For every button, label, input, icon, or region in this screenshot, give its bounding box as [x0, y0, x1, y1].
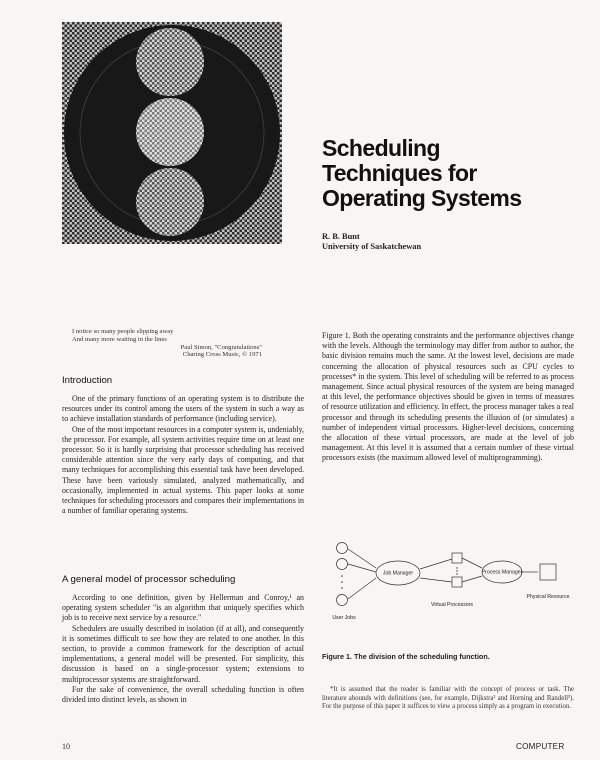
title-line-2: Techniques for [322, 160, 477, 186]
user-job-circle-2 [337, 559, 348, 570]
heading-introduction: Introduction [62, 375, 113, 386]
title-line-3: Operating Systems [322, 185, 522, 211]
art-circle-bottom [136, 168, 204, 236]
author-name: R. B. Bunt [322, 232, 360, 241]
magazine-name: COMPUTER [516, 742, 565, 751]
author-block [322, 232, 421, 252]
epigraph-line-2: And many more waiting in the lines [72, 335, 167, 343]
label-physical-resource: Physical Resource [526, 594, 570, 600]
intro-paragraph-2: One of the most important resources in a computer system is, undeniably, the processor. For example, all system activities require time on at least one processor. So it is hardly surprising that processor scheduling has received considerable attention since the very early days of computing, and that many techniques for accomplishing this essential task have been developed. These have been variously simulated, analyzed mathematically, and occasionally, implemented in actual systems. This paper looks at some techniques for scheduling processors and compares their implementations in a number of familiar operating systems. [62, 424, 304, 516]
label-user-jobs: User Jobs [332, 615, 356, 621]
intro-paragraph-1: One of the primary functions of an operating system is to distribute the resources under its control among the users of the system in such a way as to achieve installation standards of performance (including service). [62, 394, 304, 424]
title-line-1: Scheduling [322, 135, 440, 161]
epigraph-attribution: Paul Simon, "Congratulations" [180, 343, 262, 351]
right-column-body [322, 331, 574, 464]
art-circle-middle [136, 98, 204, 166]
model-paragraph-1: According to one definition, given by Hellerman and Conroy,¹ an operating system scheduler "is an algorithm that uniquely specifies which job is to receive next service by a resource." [62, 593, 304, 623]
epigraph-source: Charing Cross Music, © 1971 [182, 351, 262, 359]
epigraph [72, 328, 262, 359]
model-paragraph-3: For the sake of convenience, the overall scheduling function is often divided into distinct levels, as shown in [62, 684, 304, 705]
figure-1-diagram [322, 536, 580, 626]
general-model-body [62, 593, 304, 705]
author-affiliation: University of Saskatchewan [322, 242, 422, 251]
heading-general-model: A general model of processor scheduling [62, 574, 236, 585]
user-job-circle-3 [337, 595, 348, 606]
art-circle-top [136, 28, 204, 96]
user-job-circle-1 [337, 543, 348, 554]
article-title [322, 136, 572, 211]
physical-resource-box [540, 564, 556, 580]
page-number: 10 [62, 742, 70, 751]
right-column-paragraph: Figure 1. Both the operating constraints and the performance objectives change with the levels. Although the terminology may differ from author to author, the basic division remains much the same. At the lowest level, decisions are made concerning the allocation of physical resources such as CPU cycles to processes* in the system. This level of scheduling will be referred to as process management. Since actual physical resources of the system are being managed at this level, the performance objectives should be given in terms of measures of resource utilization and efficiency. In effect, the process manager takes a real processor and through its scheduling presents the illusion of (or simulates) a number of independent virtual processors. Higher-level decisions, concerning the allocation of these virtual processors, are made at the level of job management. At this level it is assumed that a certain number of these virtual processors exists (the maximum allowed level of multiprogramming). [322, 331, 574, 463]
label-virtual-processors: Virtual Processors [431, 602, 473, 608]
footnote [322, 686, 574, 712]
epigraph-line-1: I notice so many people slipping away [72, 328, 174, 335]
model-paragraph-2: Schedulers are usually described in isolation (if at all), and consequently it is sometimes difficult to see how they are related to one another. In this section, to provide a common framework for the description of actual implementations, a general model will be presented. For simplicity, this discussion is based on a single-processor system; extensions to multiprocessor systems are straightforward. [62, 623, 304, 684]
virtual-processor-box-1 [452, 553, 462, 563]
cover-illustration [62, 22, 282, 244]
label-process-manager: Process Manager [481, 569, 523, 576]
introduction-body [62, 394, 304, 516]
label-job-manager: Job Manager [382, 570, 414, 577]
figure-caption: Figure 1. The division of the scheduling function. [322, 652, 490, 661]
virtual-processor-box-2 [452, 577, 462, 587]
footnote-text: *It is assumed that the reader is familiar with the concept of process or task. The literature abounds with definitions (see, for example, Dijkstra² and Horning and Randell³). For the purpose of this paper it suffices to view a process simply as a program in execution. [322, 686, 574, 711]
